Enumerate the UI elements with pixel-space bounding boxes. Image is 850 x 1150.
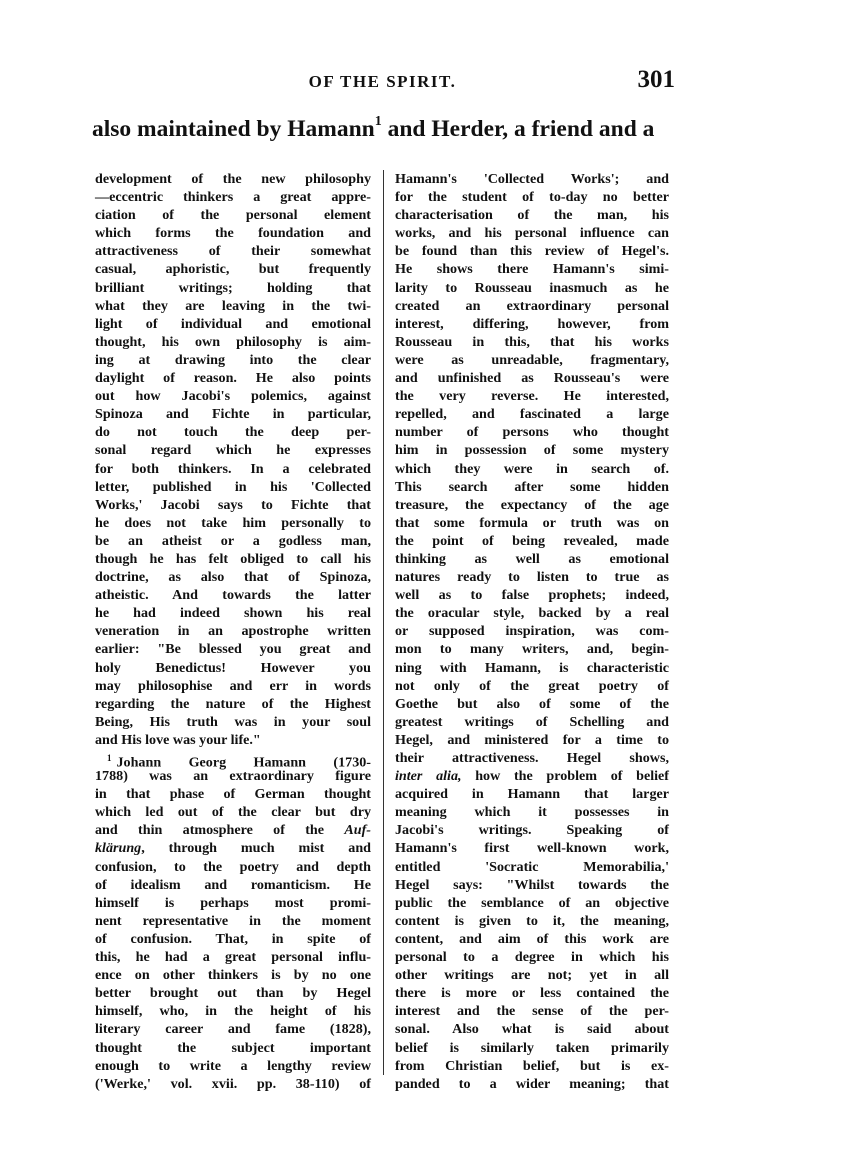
text-line: be an atheist or a godless man, xyxy=(95,532,371,549)
text-line: earlier: "Be blessed you great and xyxy=(95,641,371,658)
text-line: interest and the sense of the per- xyxy=(395,1003,669,1020)
text-line: sonal. Also what is said about xyxy=(395,1021,669,1038)
text-line: Rousseau in this, that his works xyxy=(395,333,669,350)
text-line: the oracular style, backed by a real xyxy=(395,605,669,622)
text-line: created an extraordinary personal xyxy=(395,297,669,314)
text-line: may philosophise and err in words xyxy=(95,677,371,694)
text-line: larity to Rousseau inasmuch as he xyxy=(395,279,669,296)
text-line: natures ready to listen to true as xyxy=(395,569,669,586)
text-line: regarding the nature of the Highest xyxy=(95,695,371,712)
text-line: veneration in an apostrophe written xyxy=(95,623,371,640)
text-line: other writings are not; yet in all xyxy=(395,967,669,984)
text-line: from Christian belief, but is ex- xyxy=(395,1057,669,1074)
text-line: or supposed inspiration, was com- xyxy=(395,623,669,640)
text-line: letter, published in his 'Collected xyxy=(95,478,371,495)
text-line: well as to false prophets; indeed, xyxy=(395,587,669,604)
text-line: their attractiveness. Hegel shows, xyxy=(395,750,669,766)
text-line: holy Benedictus! However you xyxy=(95,659,371,676)
running-head xyxy=(90,62,675,102)
text-line: doctrine, as also that of Spinoza, xyxy=(95,569,371,586)
text-line: entitled 'Socratic Memorabilia,' xyxy=(395,858,669,875)
text-line: he does not take him personally to xyxy=(95,514,371,531)
text-line: Hamann's first well-known work, xyxy=(395,840,669,857)
text-segment: how the problem of belief xyxy=(461,768,669,785)
text-line: nent representative in the moment xyxy=(95,912,371,929)
text-line: enough to write a lengthy review xyxy=(95,1057,371,1074)
text-line: of idealism and romanticism. He xyxy=(95,876,371,893)
text-line: personal to a degree in which his xyxy=(395,949,669,966)
text-line: himself, who, in the height of his xyxy=(95,1003,371,1020)
text-line: for the student of to-day no better xyxy=(395,189,669,206)
text-line: thought the subject important xyxy=(95,1039,371,1056)
text-line: him in possession of some mystery xyxy=(395,442,669,459)
text-line: atheistic. And towards the latter xyxy=(95,587,371,604)
text-line: thought, his own philosophy is aim- xyxy=(95,333,371,350)
text-line: which led out of the clear but dry xyxy=(95,804,371,821)
text-line: This search after some hidden xyxy=(395,478,669,495)
text-line: ciation of the personal element xyxy=(95,207,371,224)
text-line: the very reverse. He interested, xyxy=(395,388,669,405)
text-line: Being, His truth was in your soul xyxy=(95,713,371,730)
text-line: Jacobi's writings. Speaking of xyxy=(395,822,669,839)
text-line: belief is similarly taken primarily xyxy=(395,1039,669,1056)
lead-line xyxy=(92,116,672,143)
text-line: though he has felt obliged to call his xyxy=(95,550,371,567)
text-line: light of individual and emotional xyxy=(95,315,371,332)
text-line: this, he had a great personal influ- xyxy=(95,949,371,966)
text-line: panded to a wider meaning; that xyxy=(395,1075,669,1092)
text-line: for both thinkers. In a celebrated xyxy=(95,460,371,477)
text-line: treasure, the expectancy of the age xyxy=(395,496,669,513)
text-line: daylight of reason. He also points xyxy=(95,370,371,387)
text-line: acquired in Hamann that larger xyxy=(395,786,669,803)
text-line: better brought out than by Hegel xyxy=(95,985,371,1002)
text-line: repelled, and fascinated a large xyxy=(395,406,669,423)
text-line xyxy=(95,821,371,839)
text-line: literary career and fame (1828), xyxy=(95,1021,371,1038)
text-line: thinking as well as emotional xyxy=(395,550,669,567)
text-line: Works,' Jacobi says to Fichte that xyxy=(95,496,371,513)
text-line: and unfinished as Rousseau's were xyxy=(395,370,669,387)
running-title: OF THE SPIRIT. xyxy=(308,72,457,91)
text-line: public the semblance of an objective xyxy=(395,894,669,911)
text-line: Spinoza and Fichte in particular, xyxy=(95,406,371,423)
text-line: interest, differing, however, from xyxy=(395,315,669,332)
text-line: which they were in search of. xyxy=(395,460,669,477)
footnote-first-line xyxy=(95,749,371,771)
text-line: himself is perhaps most promi- xyxy=(95,894,371,911)
text-line: greatest writings of Schelling and xyxy=(395,713,669,730)
left-column xyxy=(95,170,371,1093)
text-line: characterisation of the man, his xyxy=(395,207,669,224)
text-line: were as unreadable, fragmentary, xyxy=(395,351,669,368)
text-line: brilliant writings; holding that xyxy=(95,279,371,296)
text-line: not only of the great poetry of xyxy=(395,677,669,694)
italic-term: klärung xyxy=(95,840,142,857)
italic-term: inter alia, xyxy=(395,768,462,785)
footnote-mark: 1 xyxy=(107,753,112,763)
text-line: do not touch the deep per- xyxy=(95,424,371,441)
text-line: ing at drawing into the clear xyxy=(95,351,371,368)
text-line: development of the new philosophy xyxy=(95,171,371,187)
text-line: mon to many writers, and, begin- xyxy=(395,641,669,658)
text-line: sonal regard which he expresses xyxy=(95,442,371,459)
right-column xyxy=(395,170,669,1093)
text-line: confusion, to the poetry and depth xyxy=(95,858,371,875)
text-line xyxy=(395,767,669,785)
text-line: —eccentric thinkers a great appre- xyxy=(95,189,371,206)
footnote-text: and thin atmosphere of the xyxy=(95,822,345,839)
text-line: He shows there Hamann's simi- xyxy=(395,261,669,278)
text-line: Hegel, and ministered for a time to xyxy=(395,731,669,748)
text-line: he had indeed shown his real xyxy=(95,605,371,622)
footnote-text: , through much mist and xyxy=(141,840,371,857)
right-column-body xyxy=(395,170,669,1093)
text-line: works, and his personal influence can xyxy=(395,225,669,242)
left-column-body xyxy=(95,170,371,749)
lead-line-text-continued: and Herder, a friend and a xyxy=(381,116,655,142)
text-line: ('Werke,' vol. xvii. pp. 38-110) of xyxy=(95,1075,371,1092)
text-line: casual, aphoristic, but frequently xyxy=(95,261,371,278)
text-line: the point of being revealed, made xyxy=(395,532,669,549)
text-line: attractiveness of their somewhat xyxy=(95,243,371,260)
text-line xyxy=(95,839,371,857)
text-line: number of persons who thought xyxy=(395,424,669,441)
text-line: out how Jacobi's polemics, against xyxy=(95,388,371,405)
footnote-text: Johann Georg Hamann (1730- xyxy=(116,754,371,771)
text-line: content, and aim of this work are xyxy=(395,930,669,947)
text-line: and His love was your life." xyxy=(95,731,261,748)
text-line: in that phase of German thought xyxy=(95,786,371,803)
text-line: there is more or less contained the xyxy=(395,985,669,1002)
text-line: that some formula or truth was on xyxy=(395,514,669,531)
footnote xyxy=(95,749,371,1093)
page-number: 301 xyxy=(637,66,675,93)
text-line: Goethe but also of some of the xyxy=(395,695,669,712)
text-line: Hegel says: "Whilst towards the xyxy=(395,876,669,893)
italic-term: Auf- xyxy=(344,822,371,839)
text-line: be found than this review of Hegel's. xyxy=(395,243,669,260)
text-line: Hamann's 'Collected Works'; and xyxy=(395,171,669,187)
text-line: meaning which it possesses in xyxy=(395,804,669,821)
text-line: ning with Hamann, is characteristic xyxy=(395,659,669,676)
text-line: content is given to it, the meaning, xyxy=(395,912,669,929)
footnote-reference: 1 xyxy=(374,114,382,129)
text-line: ence on other thinkers is by no one xyxy=(95,967,371,984)
text-line: 1788) was an extraordinary figure xyxy=(95,768,371,785)
lead-line-text: also maintained by Hamann xyxy=(92,116,375,142)
column-divider xyxy=(383,170,384,1075)
text-line: of confusion. That, in spite of xyxy=(95,930,371,947)
text-line: which forms the foundation and xyxy=(95,225,371,242)
text-line: what they are leaving in the twi- xyxy=(95,297,371,314)
